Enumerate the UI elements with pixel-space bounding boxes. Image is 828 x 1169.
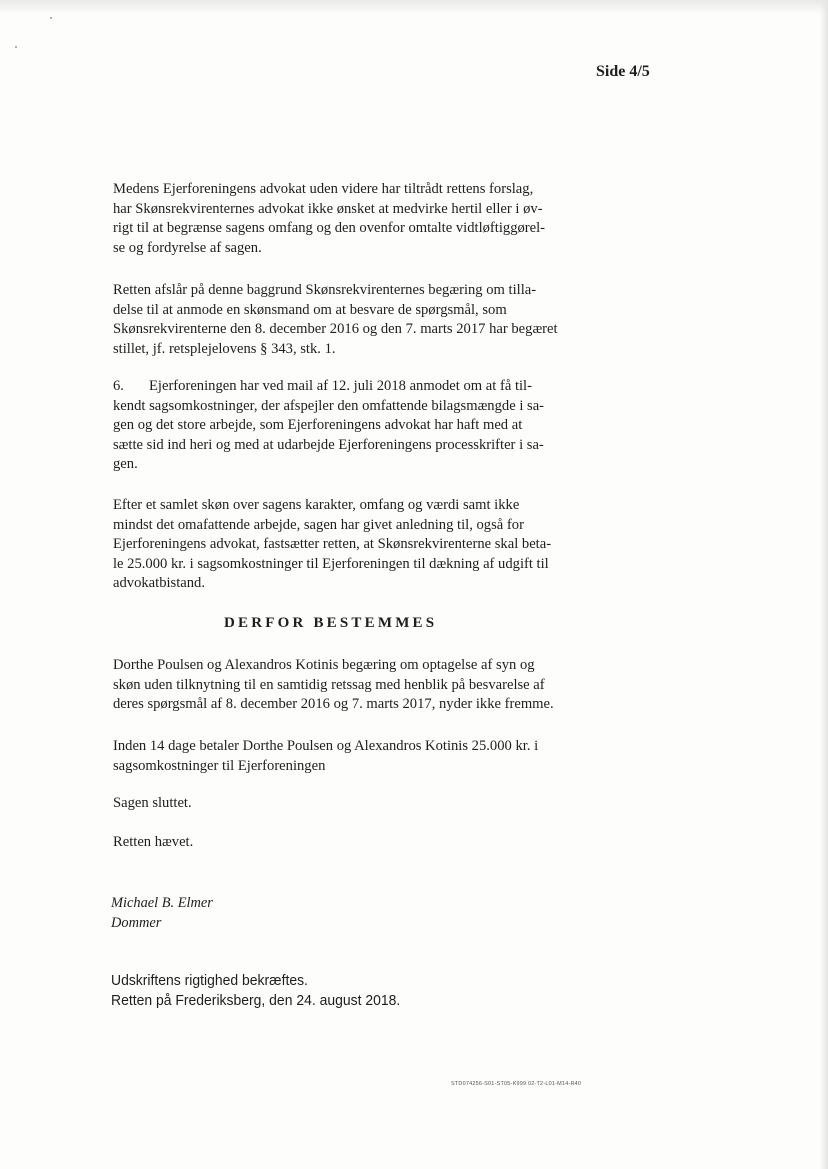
text-line: Inden 14 dage betaler Dorthe Poulsen og Alexandros Kotinis 25.000 kr. i: [113, 738, 539, 754]
text-line: stillet, jf. retsplejelovens § 343, stk. 1.: [113, 340, 336, 357]
paragraph-payment: [113, 737, 603, 776]
scan-edge-top: [0, 0, 828, 14]
text-line-content: Ejerforeningen har ved mail af 12. juli 2018 anmodet om at få til-: [149, 378, 532, 394]
scan-edge-right: [820, 0, 828, 1169]
paragraph-costs-assessment: [113, 496, 603, 594]
text-line: Retten hævet.: [113, 834, 194, 850]
text-line: skøn uden tilknytning til en samtidig retssag med henblik på besvarelse af: [113, 676, 545, 693]
certification-court-date: Retten på Frederiksberg, den 24. august 2018.: [111, 992, 401, 1009]
paragraph-opposition: [113, 180, 603, 258]
text-line: mindst det omafattende arbejde, sagen har givet anledning til, også for: [113, 516, 524, 533]
text-line: Medens Ejerforeningens advokat uden videre har tiltrådt rettens forslag,: [113, 181, 534, 197]
scan-speck: [50, 17, 52, 19]
certification-block: [111, 971, 400, 1011]
text-line: delse til at anmode en skønsmand om at besvare de spørgsmål, som: [113, 301, 507, 318]
text-line: sagsomkostninger til Ejerforeningen: [113, 757, 326, 774]
text-line: Dorthe Poulsen og Alexandros Kotinis begæring om optagelse af syn og: [113, 657, 535, 673]
section-number: 6.: [113, 378, 124, 394]
page-number: Side 4/5: [596, 63, 650, 80]
text-line: gen og det store arbejde, som Ejerforeningens advokat har haft med at: [113, 417, 523, 434]
text-line: rigt til at begrænse sagens omfang og den ovenfor omtalte vidtløftiggørel-: [113, 220, 546, 237]
scan-speck: [15, 46, 17, 48]
paragraph-decision: [113, 656, 603, 715]
text-line: se og fordyrelse af sagen.: [113, 239, 262, 256]
text-line: le 25.000 kr. i sagsomkostninger til Ejerforeningen til dækning af udgift til: [113, 555, 549, 572]
text-line: har Skønsrekvirenternes advokat ikke ønsket at medvirke hertil eller i øv-: [113, 200, 543, 217]
text-line: Ejerforeningens advokat, fastsætter retten, at Skønsrekvirenterne skal beta-: [113, 536, 552, 553]
text-line: kendt sagsomkostninger, der afspejler den omfattende bilagsmængde i sa-: [113, 397, 545, 414]
section-heading: DERFOR BESTEMMES: [224, 615, 438, 631]
judge-signature-block: [111, 893, 213, 933]
judge-name: Michael B. Elmer: [111, 895, 213, 911]
text-line: Efter et samlet skøn over sagens karakter, omfang og værdi samt ikke: [113, 497, 520, 513]
paragraph-case-closed: [113, 794, 603, 814]
judge-title: Dommer: [111, 915, 162, 931]
text-line: advokatbistand.: [113, 575, 206, 592]
paragraph-court-adjourned: [113, 833, 603, 853]
paragraph-ruling: [113, 281, 603, 359]
document-code: STD074256-S01-ST05-K999 02-T2-L01-M14-R40: [451, 1081, 582, 1087]
text-line: Retten afslår på denne baggrund Skønsrekvirenternes begæring om tilla-: [113, 282, 537, 298]
certification-line: Udskriftens rigtighed bekræftes.: [111, 972, 308, 989]
text-line: [113, 377, 603, 397]
paragraph-section-6: [113, 377, 603, 475]
text-line: Sagen sluttet.: [113, 795, 192, 811]
text-line: gen.: [113, 456, 138, 473]
text-line: Skønsrekvirenterne den 8. december 2016 og den 7. marts 2017 har begæret: [113, 321, 558, 338]
text-line: deres spørgsmål af 8. december 2016 og 7. marts 2017, nyder ikke fremme.: [113, 696, 554, 713]
text-line: sætte sid ind heri og med at udarbejde Ejerforeningens processkrifter i sa-: [113, 436, 544, 453]
